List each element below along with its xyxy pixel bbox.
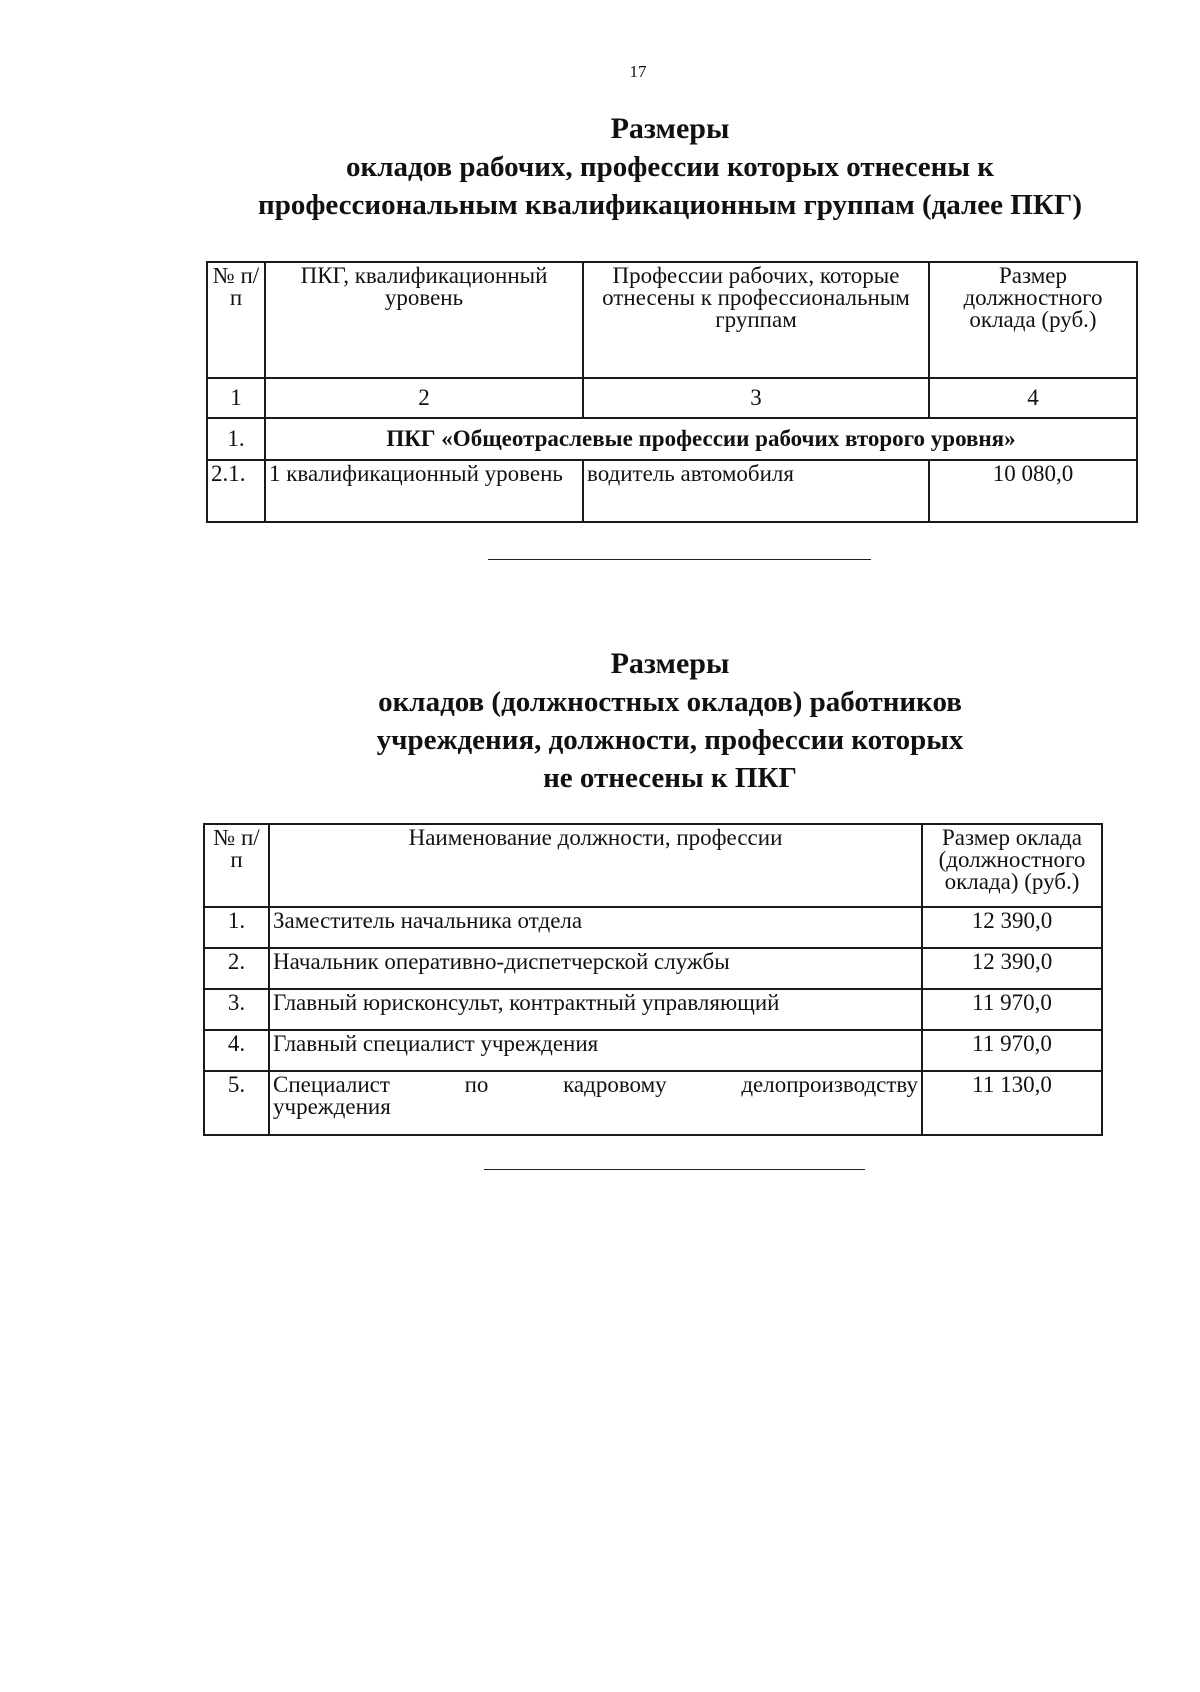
section1-title-main: Размеры	[610, 112, 730, 145]
section2-title-line3: учреждения, должности, профессии которых	[376, 724, 964, 756]
row-number-cell: 1.	[204, 907, 269, 948]
row-salary-cell: 12 390,0	[922, 948, 1102, 989]
column-number-cell: 2	[265, 378, 583, 418]
column-number-cell: 3	[583, 378, 929, 418]
row-salary-cell: 12 390,0	[922, 907, 1102, 948]
row-number-cell: 5.	[204, 1071, 269, 1135]
section2-title-main: Размеры	[610, 647, 730, 680]
group-label-cell: ПКГ «Общеотраслевые профессии рабочих второго уровня»	[265, 418, 1137, 460]
table-header-row	[207, 262, 1137, 378]
section1-title-line3: профессиональным квалификационным группам (далее ПКГ)	[257, 189, 1082, 221]
section1-title	[210, 110, 1130, 224]
row-salary-cell: 11 970,0	[922, 1030, 1102, 1071]
table-row	[204, 948, 1102, 989]
header-cell-number: № п/п	[204, 824, 269, 907]
section2-title-line2: окладов (должностных окладов) работников	[378, 686, 962, 718]
column-number-row	[207, 378, 1137, 418]
table-row	[204, 907, 1102, 948]
row-number-cell: 4.	[204, 1030, 269, 1071]
header-cell-salary: Размер должностного оклада (руб.)	[929, 262, 1137, 378]
row-position-cell	[269, 1071, 922, 1135]
row-number-cell: 3.	[204, 989, 269, 1030]
header-cell-pkg-level: ПКГ, квалификационный уровень	[265, 262, 583, 378]
table-row	[204, 1030, 1102, 1071]
section1-title-line2: окладов рабочих, профессии которых отнесены к	[346, 151, 994, 183]
section2-title	[280, 645, 1060, 797]
row-position-cell: Главный юрисконсульт, контрактный управляющий	[269, 989, 922, 1030]
row-number-cell: 2.1.	[207, 460, 265, 522]
row-salary-cell: 11 130,0	[922, 1071, 1102, 1135]
header-cell-salary: Размер оклада (должностного оклада) (руб.)	[922, 824, 1102, 907]
header-cell-position: Наименование должности, профессии	[269, 824, 922, 907]
row-position-line2: учреждения	[273, 1094, 391, 1119]
non-pkg-salary-table	[203, 823, 1103, 1136]
row-position-cell: Заместитель начальника отдела	[269, 907, 922, 948]
row-salary-cell: 10 080,0	[929, 460, 1137, 522]
row-salary-cell: 11 970,0	[922, 989, 1102, 1030]
pkg-group-row	[207, 418, 1137, 460]
group-number-cell: 1.	[207, 418, 265, 460]
table-row	[204, 989, 1102, 1030]
section2-title-line4: не отнесены к ПКГ	[543, 762, 797, 794]
row-profession-cell: водитель автомобиля	[583, 460, 929, 522]
divider-line	[488, 559, 871, 560]
row-level-cell: 1 квалификационный уровень	[265, 460, 583, 522]
row-position-line1: Специалист по кадровому делопроизводству	[273, 1072, 918, 1097]
table-header-row	[204, 824, 1102, 907]
header-cell-professions: Профессии рабочих, которые отнесены к профессиональным группам	[583, 262, 929, 378]
pkg-salary-table	[206, 261, 1138, 523]
row-position-cell: Главный специалист учреждения	[269, 1030, 922, 1071]
table-row	[207, 460, 1137, 522]
page-number: 17	[629, 62, 647, 81]
table-row	[204, 1071, 1102, 1135]
header-cell-number: № п/п	[207, 262, 265, 378]
row-number-cell: 2.	[204, 948, 269, 989]
row-position-cell: Начальник оперативно-диспетчерской службы	[269, 948, 922, 989]
column-number-cell: 1	[207, 378, 265, 418]
column-number-cell: 4	[929, 378, 1137, 418]
divider-line	[484, 1169, 865, 1170]
